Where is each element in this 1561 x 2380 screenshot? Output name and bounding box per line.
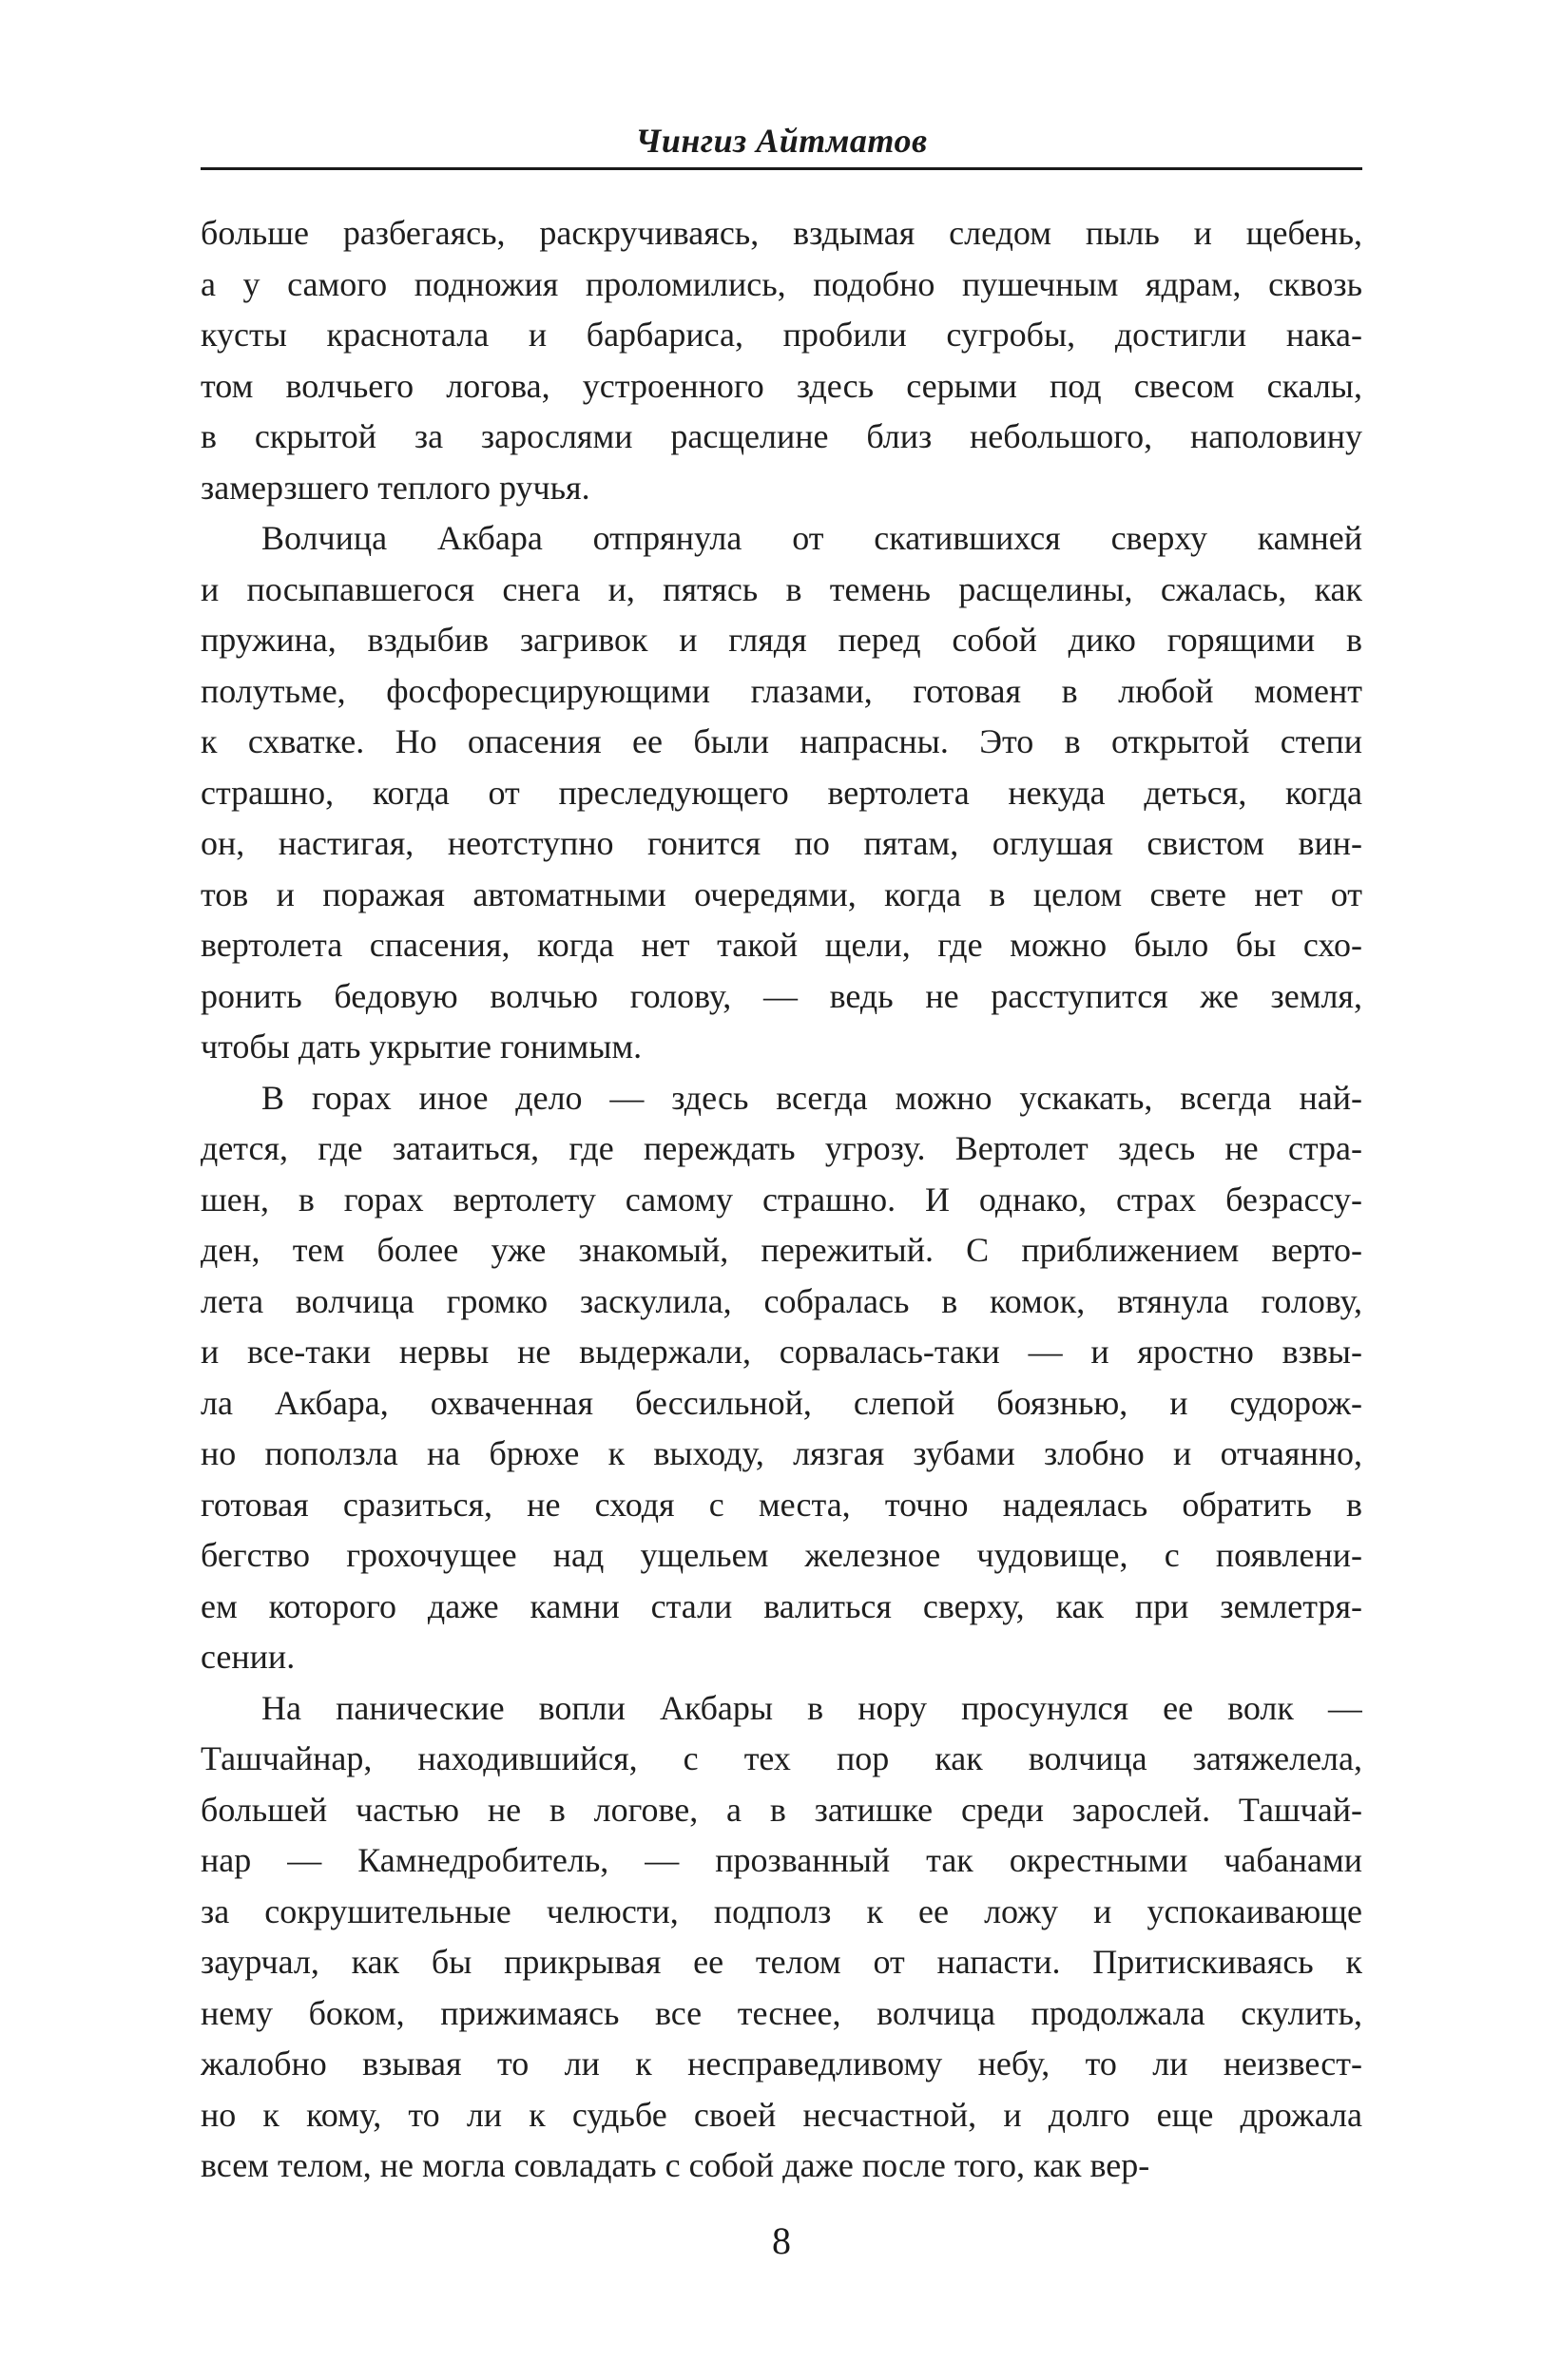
- text-line: заурчал, как бы прикрывая ее телом от напасти. Притискиваясь к: [201, 1943, 1362, 1981]
- text-line: вертолета спасения, когда нет такой щели, где можно было бы схо-: [201, 926, 1362, 964]
- text-line: сении.: [201, 1638, 296, 1676]
- text-line: нему боком, прижимаясь все теснее, волчица продолжала скулить,: [201, 1993, 1362, 2032]
- text-line: пружина, вздыбив загривок и глядя перед собой дико горящими в: [201, 621, 1362, 659]
- header-rule: [201, 167, 1362, 170]
- paragraph: [201, 1073, 1362, 1683]
- text-line: ем которого даже камни стали валиться сверху, как при землетря-: [201, 1586, 1362, 1625]
- text-line: тов и поражая автоматными очередями, когда в целом свете нет от: [201, 874, 1362, 913]
- text-line: ден, тем более уже знакомый, пережитый. С приближением верто-: [201, 1231, 1362, 1269]
- text-line: замерзшего теплого ручья.: [201, 468, 590, 507]
- text-line: готовая сразиться, не сходя с места, точно надеялась обратить в: [201, 1485, 1362, 1524]
- text-line: бегство грохочущее над ущельем железное чудовище, с появлени-: [201, 1536, 1362, 1574]
- text-line: кусты краснотала и барбариса, пробили сугробы, достигли нака-: [201, 316, 1362, 354]
- paragraph: [201, 513, 1362, 1073]
- text-line: полутьме, фосфоресцирующими глазами, готовая в любой момент: [201, 671, 1362, 710]
- text-line: жалобно взывая то ли к несправедливому небу, то ли неизвест-: [201, 2044, 1362, 2082]
- text-line: нар — Камнедробитель, — прозванный так окрестными чабанами: [201, 1841, 1362, 1879]
- text-line: дется, где затаиться, где переждать угрозу. Вертолет здесь не стра-: [201, 1129, 1362, 1167]
- text-line: но к кому, то ли к судьбе своей несчастной, и долго еще дрожала: [201, 2095, 1362, 2134]
- text-line: том волчьего логова, устроенного здесь серыми под свесом скалы,: [201, 366, 1362, 405]
- text-line: Волчица Акбара отпрянула от скатившихся сверху камней: [261, 519, 1362, 557]
- text-line: больше разбегаясь, раскручиваясь, вздымая следом пыль и щебень,: [201, 214, 1362, 252]
- text-line: и посыпавшегося снега и, пятясь в темень расщелины, сжалась, как: [201, 569, 1362, 608]
- book-page: [201, 122, 1362, 2308]
- text-line: но поползла на брюхе к выходу, лязгая зубами злобно и отчаянно,: [201, 1434, 1362, 1472]
- text-line: ла Акбара, охваченная бессильной, слепой боязнью, и судорож-: [201, 1383, 1362, 1422]
- text-line: а у самого подножия проломились, подобно пушечным ядрам, сквозь: [201, 264, 1362, 303]
- text-line: к схватке. Но опасения ее были напрасны. Это в открытой степи: [201, 722, 1362, 760]
- text-line: он, настигая, неотступно гонится по пятам, оглушая свистом вин-: [201, 824, 1362, 862]
- paragraph: [201, 208, 1362, 513]
- text-line: большей частью не в логове, а в затишке среди зарослей. Ташчай-: [201, 1790, 1362, 1829]
- text-line: В горах иное дело — здесь всегда можно ускакать, всегда най-: [261, 1078, 1362, 1117]
- text-line: На панические вопли Акбары в нору просунулся ее волк —: [261, 1688, 1362, 1727]
- text-line: чтобы дать укрытие гонимым.: [201, 1027, 643, 1065]
- text-line: Ташчайнар, находившийся, с тех пор как волчица затяжелела,: [201, 1739, 1362, 1777]
- text-line: шен, в горах вертолету самому страшно. И однако, страх безрассу-: [201, 1180, 1362, 1219]
- text-line: за сокрушительные челюсти, подполз к ее ложу и успокаивающе: [201, 1891, 1362, 1930]
- text-line: лета волчица громко заскулила, собралась в комок, втянула голову,: [201, 1281, 1362, 1320]
- body-text: [201, 208, 1362, 2192]
- text-line: и все-таки нервы не выдержали, сорвалась-таки — и яростно взвы-: [201, 1333, 1362, 1371]
- text-line: страшно, когда от преследующего вертолета некуда деться, когда: [201, 773, 1362, 812]
- running-header-title: Чингиз Айтматов: [635, 122, 928, 160]
- paragraph: [201, 1683, 1362, 2192]
- text-line: в скрытой за зарослями расщелине близ небольшого, наполовину: [201, 417, 1362, 455]
- text-line: ронить бедовую волчью голову, — ведь не расступится же земля,: [201, 976, 1362, 1015]
- page-number: 8: [772, 2219, 791, 2262]
- text-line: всем телом, не могла совладать с собой даже после того, как вер-: [201, 2146, 1150, 2184]
